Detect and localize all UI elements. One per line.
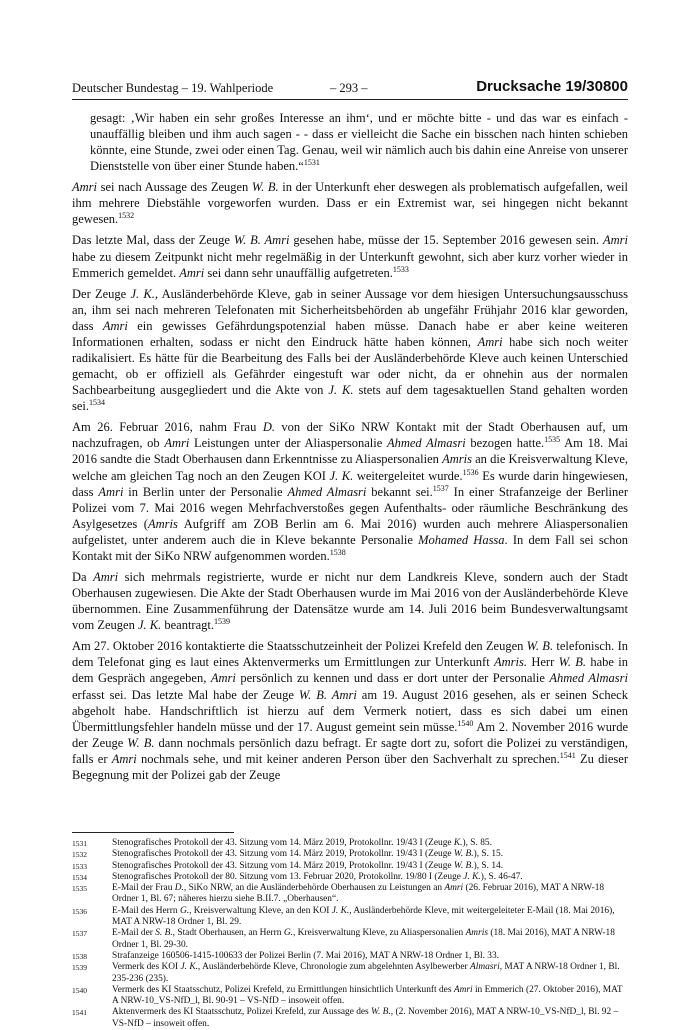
footnote-text: E-Mail der S. B., Stadt Oberhausen, an Herrn G., Kreisverwaltung Kleve, zu Aliaspersonalien Amris (18. Mai 2016), MAT A NRW-18 Ordner 1, Bl. 29-30. bbox=[112, 928, 615, 950]
footnote-number: 1537 bbox=[72, 929, 87, 939]
header-publisher: Deutscher Bundestag – 19. Wahlperiode bbox=[72, 81, 274, 95]
paragraph: Am 27. Oktober 2016 kontaktierte die Staatsschutzeinheit der Polizei Krefeld den Zeugen W. B. telefonisch. In dem Telefonat ging es laut eines Aktenvermerks um Ermittlungen zur Unterkunft Amris. Herr W. B. habe in dem Gespräch angegeben, Amri persönlich zu kennen und dass er dort unter der Personalie Ahmed Almasri erfasst sei. Das letzte Mal habe der Zeuge W. B. Amri am 19. August 2016 gesehen, als er seinen Scheck abgeholt habe. Handschriftlich ist hierzu auf dem Vermerk notiert, dass es sich dabei um einen Übermittlungsfehler handeln müsse und der 17. August gemeint sein müsse.$^{1540}$ Am 2. November 2016 wurde der Zeuge W. B. dann nochmals persönlich dazu befragt. Er sagte dort zu, sofort die Polizei zu verständigen, falls er Amri nochmals sehe, und mit keiner anderen Person über den Sachverhalt zu sprechen.$^{1541}$ Zu dieser Begegnung mit der Polizei gab der Zeuge bbox=[72, 639, 629, 782]
footnote-text: Stenografisches Protokoll der 43. Sitzung vom 14. März 2019, Protokollnr. 19/43 I (Zeuge W. B.), S. 15. bbox=[112, 849, 504, 860]
footnote-number: 1536 bbox=[72, 906, 87, 916]
footnote-ref[interactable]: 1531 bbox=[303, 158, 320, 168]
footnote bbox=[72, 1007, 628, 1030]
footnote-number: 1541 bbox=[72, 1008, 87, 1018]
footnote bbox=[72, 883, 628, 906]
footnote bbox=[72, 872, 628, 883]
footnote-ref[interactable]: 1532 bbox=[118, 211, 135, 221]
footnote-number: 1531 bbox=[72, 839, 87, 848]
footnote-ref[interactable]: 1540 bbox=[457, 718, 474, 728]
footnote bbox=[72, 951, 628, 962]
footnote-ref[interactable]: 1539 bbox=[214, 617, 230, 627]
paragraph: Das letzte Mal, dass der Zeuge W. B. Amri gesehen habe, müsse der 15. September 2016 gewesen sein. Amri habe zu diesem Zeitpunkt nicht mehr regelmäßig in der Unterkunft gewohnt, sich aber kurz vorher wieder in Emmerich gemeldet. Amri sei dann sehr unauffällig aufgetreten.$^{1533}$ bbox=[72, 233, 628, 280]
footnote-ref[interactable]: 1537 bbox=[432, 483, 449, 493]
paragraph: Der Zeuge J. K., Ausländerbehörde Kleve, gab in seiner Aussage vor dem hiesigen Untersuchungsausschuss an, ihm sei nach mehreren Telefonaten mit Sicherheitsbehörden ab ungefähr Frühjahr 2016 klar geworden, dass Amri ein gewisses Gefährdungspotenzial haben müsse. Danach habe er aber keine weiteren Informationen erhalten, sodass er nicht den Eindruck hätte haben können, Amri habe sich noch weiter radikalisiert. Es hätte für die Bearbeitung des Falls bei der Ausländerbehörde Kleve auch keinen Unterschied gemacht, ob er offiziell als Gefährder eingestuft war oder nicht, da er ohnehin aus der normalen Sachbearbeitung ausgegliedert und die Akte von J. K. stets auf dem tagesaktuellen Stand gehalten worden sei.$^{1534}$ bbox=[72, 286, 629, 414]
paragraph: Da Amri sich mehrmals registrierte, wurde er nicht nur dem Landkreis Kleve, sondern auch der Stadt Oberhausen zugewiesen. Die Akte der Stadt Oberhausen wurde im Mai 2016 von der Ausländerbehörde Kleve übernommen. Eine Zusammenführung der Datensätze wurde am 14. Juli 2016 beim Bundesverwaltungsamt vom Zeugen J. K. beantragt.$^{1539}$ bbox=[72, 569, 628, 633]
footnote-text: Stenografisches Protokoll der 43. Sitzung vom 14. März 2019, Protokollnr. 19/43 I (Zeuge K.), S. 85. bbox=[112, 838, 492, 848]
footnotes bbox=[72, 838, 628, 1030]
footnote bbox=[72, 849, 628, 860]
header-rule bbox=[72, 99, 628, 100]
footnote-text: E-Mail der Frau D., SiKo NRW, an die Ausländerbehörde Oberhausen zu Leistungen an Amri (26. Februar 2016), MAT A NRW-18 Ordner 1, Bl. 67; näheres hierzu siehe B.II.7. „Oberhausen“. bbox=[112, 883, 605, 905]
footnote-text: E-Mail des Herrn G., Kreisverwaltung Kleve, an den KOI J. K., Ausländerbehörde Kleve, mit weitergeleiteter E-Mail (18. Mai 2016), MAT A NRW-18 Ordner 1, Bl. 29. bbox=[112, 905, 615, 928]
footnote-number: 1532 bbox=[72, 850, 87, 860]
footnote-number: 1539 bbox=[72, 963, 87, 973]
footnote-ref[interactable]: 1535 bbox=[544, 435, 561, 445]
footnote-number: 1533 bbox=[72, 861, 87, 871]
footnote-number: 1538 bbox=[72, 951, 87, 961]
page-header bbox=[72, 78, 628, 96]
footnote-text: Strafanzeige 160506-1415-100633 der Polizei Berlin (7. Mai 2016), MAT A NRW-18 Ordner 1, Bl. 33. bbox=[112, 950, 500, 961]
footnote-number: 1534 bbox=[72, 872, 87, 882]
footnote-text: Vermerk des KI Staatsschutz, Polizei Krefeld, zu Ermittlungen hinsichtlich Unterkunft des Amri in Emmerich (27. Oktober 2016), MAT A NRW-10_VS-NfD_l, Bl. 90-91 – VS-NfD – insoweit offen. bbox=[112, 984, 623, 1007]
footnote-number: 1540 bbox=[72, 985, 87, 995]
main-text bbox=[72, 110, 628, 788]
footnote bbox=[72, 985, 628, 1008]
doc-label: Drucksache 19/ bbox=[476, 78, 587, 95]
footnote-rule bbox=[72, 832, 234, 833]
footnote-text: Aktenvermerk des KI Staatsschutz, Polizei Krefeld, zur Aussage des W. B., (2. November 2016), MAT A NRW-10_VS-NfD_l, Bl. 92 – VS-NfD – insoweit offen. bbox=[112, 1007, 619, 1029]
footnote-ref[interactable]: 1534 bbox=[89, 398, 106, 408]
footnote bbox=[72, 861, 628, 872]
footnote-ref[interactable]: 1541 bbox=[559, 750, 576, 760]
quote-paragraph: gesagt: ‚Wir haben ein sehr großes Interesse an ihm‘, und er möchte bitte - und das war es einfach - unauffällig bleiben und ihm auch sagen - - dass er vielleicht die Sache ein bisschen nach hinten schieben könnte, eine Stunde, zwei oder einen Tag. Genau, weil wir nämlich auch bis dahin eine Anreise von unserer Dienststelle von über einer Stunde haben.“$^{1531}$ bbox=[90, 111, 628, 174]
document-number bbox=[476, 78, 628, 95]
doc-number: 30800 bbox=[586, 78, 628, 95]
paragraph: Am 26. Februar 2016, nahm Frau D. von der SiKo NRW Kontakt mit der Stadt Oberhausen auf, um nachzufragen, ob Amri Leistungen unter der Aliaspersonalie Ahmed Almasri bezogen hatte.$^{1535}$ Am 18. Mai 2016 sandte die Stadt Oberhausen dann Erkenntnisse zu Aliaspersonalien Amris an die Kreisverwaltung Kleve, welche am gleichen Tag noch an den Zeugen KOI J. K. weitergeleitet wurde.$^{1536}$ Es wurde darin hingewiesen, dass Amri in Berlin unter der Personalie Ahmed Almasri bekannt sei.$^{1537}$ In einer Strafanzeige der Berliner Polizei vom 7. Mai 2016 wegen Mehrfachverstoßes gegen Aufenthalts- oder räumliche Beschränkung des Asylgesetzes (Amris Aufgriff am ZOB Berlin am 6. Mai 2016) wurden auch mehrere Aliaspersonalien aufgelistet, unter anderem auch die in Kleve bekannte Personalie Mohamed Hassa. In dem Fall sei schon Kontakt mit der SiKo NRW aufgenommen worden.$^{1538}$ bbox=[72, 420, 629, 563]
footnote bbox=[72, 838, 628, 849]
footnote-ref[interactable]: 1538 bbox=[329, 547, 346, 557]
footnote-text: Stenografisches Protokoll der 43. Sitzung vom 14. März 2019, Protokollnr. 19/43 I (Zeuge W. B.), S. 14. bbox=[112, 860, 504, 871]
footnote bbox=[72, 906, 628, 929]
footnote-text: Stenografisches Protokoll der 80. Sitzung vom 13. Februar 2020, Protokollnr. 19/80 I (Zeuge J. K.), S. 46-47. bbox=[112, 871, 523, 882]
footnote bbox=[72, 962, 628, 985]
paragraph: Amri sei nach Aussage des Zeugen W. B. in der Unterkunft eher deswegen als problematisch aufgefallen, weil ihm mehrere Diebstähle vorgeworfen wurden. Dass er ein Extremist war, sei hingegen nicht bekannt gewesen.$^{1532}$ bbox=[72, 180, 629, 227]
footnote-ref[interactable]: 1536 bbox=[462, 467, 479, 477]
footnote-text: Vermerk des KOI J. K., Ausländerbehörde Kleve, Chronologie zum abgelehnten Asylbewerber Almasri, MAT A NRW-18 Ordner 1, Bl. 235-236 (235). bbox=[112, 962, 620, 984]
footnote bbox=[72, 928, 628, 951]
footnote-number: 1535 bbox=[72, 884, 87, 894]
page-number: – 293 – bbox=[330, 81, 368, 95]
footnote-ref[interactable]: 1533 bbox=[392, 264, 409, 274]
